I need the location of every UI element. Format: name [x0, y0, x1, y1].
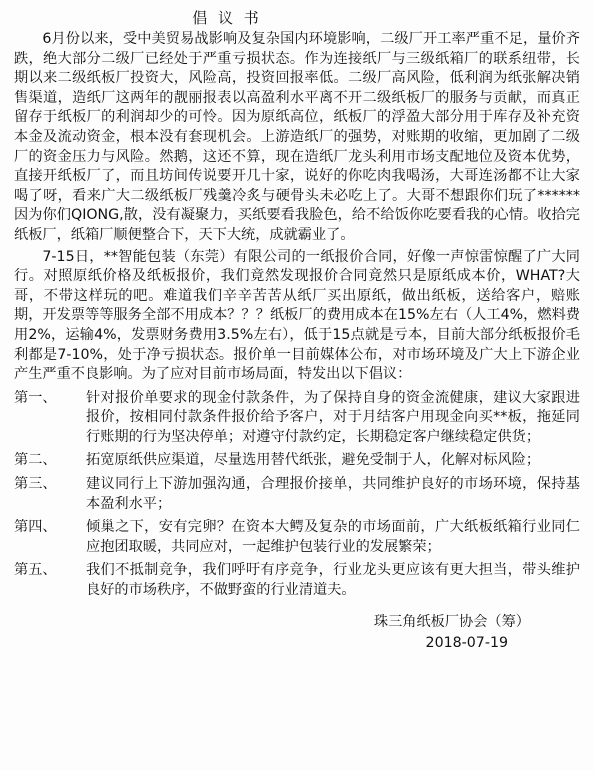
- clause-label: 第一、: [14, 389, 57, 406]
- signature-date: 2018-07-19: [425, 634, 508, 651]
- clause-label: 第三、: [14, 476, 57, 493]
- clause-label: 第五、: [14, 562, 57, 579]
- clause-text: 拓宽原纸供应渠道，尽量选用替代纸张，避免受制于人，化解对标风险；: [86, 452, 541, 469]
- clause-1: [14, 389, 580, 448]
- document-title: 倡 议 书: [192, 9, 262, 27]
- clause-text: 针对报价单要求的现金付款条件，为了保持自身的资金流健康，建议大家跟进报价，按相同付款条件报价给予客户，对于月结客户用现金向买**板，拖延同行账期的行为坚决停单；对遵守付款约定，长期稳定客户继续稳定供货；: [86, 389, 580, 445]
- clause-text: 建议同行上下游加强沟通，合理报价接单，共同维护良好的市场环境，保持基本盈利水平；: [86, 476, 580, 512]
- clause-label: 第四、: [14, 519, 57, 536]
- clause-label: 第二、: [14, 452, 57, 469]
- clause-2: [14, 451, 580, 471]
- clause-text: 倾巢之下，安有完卵？在资本大鳄及复杂的市场面前，广大纸板纸箱行业同仁应抱团取暖，共同应对，一起维护包装行业的发展繁荣；: [86, 519, 580, 555]
- clause-text: 我们不抵制竞争，我们呼吁有序竞争，行业龙头更应该有更大担当，带头维护良好的市场秩序，不做野蛮的行业清道夫。: [86, 562, 580, 599]
- signature: 珠三角纸板厂协会（筹）: [373, 613, 530, 630]
- clause-3: [14, 475, 580, 514]
- clause-4: [14, 518, 580, 557]
- paragraph-2: 7-15日，**智能包装（东莞）有限公司的一纸报价合同，好像一声惊雷惊醒了广大同行。对照原纸价格及纸板报价，我们竟然发现报价合同竟然只是原纸成本价，WHAT?大哥，不带这样玩的吧。难道我们辛辛苦苦从纸厂买出原纸，做出纸板，送给客户，赔账期，开发票等等服务全部不用成本？？？纸板厂的费用成本在15%左右（人工4%，燃料费用2%，运输4%，发票财务费用3.5%左右），低于15点就是亏本，目前大部分纸板报价毛利都是7-10%，处于净亏损状态。报价单一目前媒体公布，对市场环境及广大上下游企业产生严重不良影响。为了应对目前市场局面，特发出以下倡议：: [14, 248, 580, 383]
- clause-5: [14, 561, 580, 600]
- paragraph-1: 6月份以来，受中美贸易战影响及复杂国内环境影响，二级厂开工率严重不足，量价齐跌，绝大部分二级厂已经处于严重亏损状态。作为连接纸厂与三级纸箱厂的联系纽带，长期以来二级纸板厂投资大，风险高，投资回报率低。二级厂高风险，低利润为纸张解决销售渠道，造纸厂这两年的靓丽报表以高盈利水平离不开二级纸板厂的服务与贡献，而真正留存于纸板厂的利润却少的可怜。因为原纸高位，纸板厂的浮盈大部分用于库存及补充资本金及流动资金，根本没有套现机会。上游造纸厂的强势，对账期的收缩，更加剧了二级厂的资金压力与风险。然鹅，这还不算，现在造纸厂龙头利用市场支配地位及资本优势，直接开纸板厂了，而且坊间传说要开几十家，说好的你吃肉我喝汤，大哥连汤都不让大家喝了呀，看来广大二级纸板厂残羹冷炙与硬骨头未必吃上了。大哥不想跟你们玩了******因为你们QIONG,散，没有凝聚力，买纸要看我脸色，给不给饭你吃要看我的心情。收拾完纸板厂，纸箱厂顺便整合下，天下大统，成就霸业了。: [14, 31, 580, 243]
